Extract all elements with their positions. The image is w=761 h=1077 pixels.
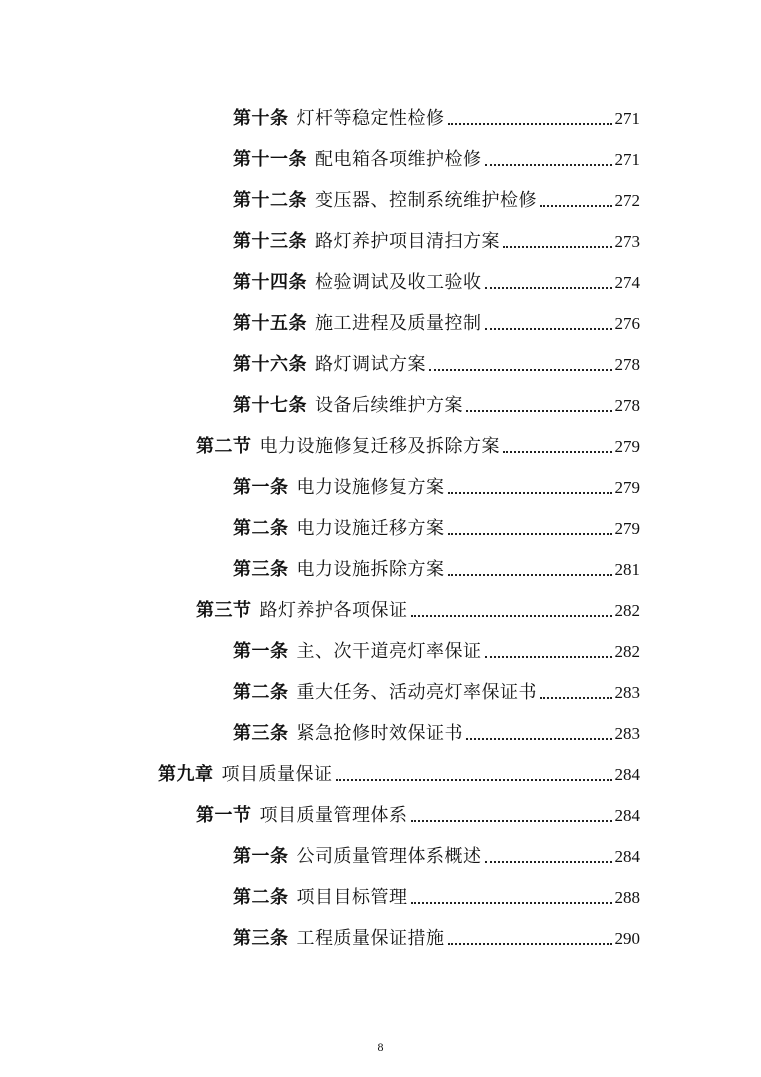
toc-entry-number: 第十六条 <box>233 354 307 375</box>
dot-leader <box>466 410 612 412</box>
toc-entry-page: 278 <box>614 355 640 374</box>
toc-entry-number: 第一节 <box>196 805 252 826</box>
toc-entry-number: 第三条 <box>233 559 289 580</box>
toc-entry-title: 公司质量管理体系概述 <box>296 846 482 867</box>
toc-entry-number: 第十七条 <box>233 395 307 416</box>
dot-leader <box>448 123 612 125</box>
toc-entry[interactable] <box>233 500 640 540</box>
toc-entry-number: 第三节 <box>196 600 252 621</box>
toc-entry-page: 284 <box>614 806 640 825</box>
toc-entry-page: 271 <box>614 150 640 169</box>
dot-leader <box>540 205 612 207</box>
toc-entry-title: 项目质量保证 <box>221 764 333 785</box>
dot-leader <box>485 861 612 863</box>
toc-entry-title: 设备后续维护方案 <box>315 395 463 416</box>
toc-entry-page: 288 <box>614 888 640 907</box>
toc-entry-page: 284 <box>614 765 640 784</box>
toc-entry[interactable] <box>158 746 640 786</box>
toc-entry[interactable] <box>196 787 640 827</box>
toc-entry[interactable] <box>233 623 640 663</box>
toc-entry-page: 276 <box>614 314 640 333</box>
toc-entry-number: 第三条 <box>233 723 289 744</box>
toc-entry-number: 第一条 <box>233 641 289 662</box>
toc-entry-title: 配电箱各项维护检修 <box>315 149 482 170</box>
dot-leader <box>411 615 612 617</box>
dot-leader <box>503 246 612 248</box>
toc-entry-page: 290 <box>614 929 640 948</box>
toc-entry-number: 第一条 <box>233 846 289 867</box>
toc-entry-title: 电力设施修复迁移及拆除方案 <box>259 436 500 457</box>
toc-entry-number: 第九章 <box>158 764 214 785</box>
toc-entry-page: 282 <box>614 642 640 661</box>
toc-entry[interactable] <box>233 336 640 376</box>
toc-entry-number: 第十五条 <box>233 313 307 334</box>
dot-leader <box>448 574 612 576</box>
toc-entry-page: 284 <box>614 847 640 866</box>
dot-leader <box>540 697 612 699</box>
toc-entry[interactable] <box>233 459 640 499</box>
toc-entry[interactable] <box>196 418 640 458</box>
toc-entry-number: 第十条 <box>233 108 289 129</box>
toc-entry-title: 重大任务、活动亮灯率保证书 <box>296 682 537 703</box>
dot-leader <box>485 164 612 166</box>
toc-entry-page: 279 <box>614 519 640 538</box>
toc-entry-title: 检验调试及收工验收 <box>315 272 482 293</box>
page-number: 8 <box>377 1040 384 1054</box>
dot-leader <box>448 943 612 945</box>
toc-entry-number: 第二条 <box>233 518 289 539</box>
toc-entry-page: 281 <box>614 560 640 579</box>
toc-entry[interactable] <box>233 910 640 950</box>
toc-entry-title: 路灯调试方案 <box>315 354 426 375</box>
toc-entry-title: 变压器、控制系统维护检修 <box>315 190 537 211</box>
toc-entry[interactable] <box>233 295 640 335</box>
dot-leader <box>411 902 612 904</box>
dot-leader <box>485 656 612 658</box>
toc-entry-page: 279 <box>614 478 640 497</box>
toc-entry-page: 278 <box>614 396 640 415</box>
toc-entry-title: 电力设施拆除方案 <box>296 559 445 580</box>
dot-leader <box>448 492 612 494</box>
toc-entry-title: 电力设施修复方案 <box>296 477 445 498</box>
toc-entry-page: 283 <box>614 724 640 743</box>
toc-entry[interactable] <box>233 828 640 868</box>
toc-entry-title: 路灯养护各项保证 <box>259 600 408 621</box>
toc-entry-number: 第十二条 <box>233 190 307 211</box>
toc-entry[interactable] <box>196 582 640 622</box>
toc-entry-page: 273 <box>614 232 640 251</box>
toc-entry[interactable] <box>233 705 640 745</box>
dot-leader <box>503 451 612 453</box>
toc-entry-title: 路灯养护项目清扫方案 <box>315 231 500 252</box>
toc-entry-number: 第十一条 <box>233 149 307 170</box>
toc-entry-page: 272 <box>614 191 640 210</box>
toc-entry-page: 279 <box>614 437 640 456</box>
toc-entry-title: 电力设施迁移方案 <box>296 518 445 539</box>
toc-entry-number: 第二节 <box>196 436 252 457</box>
toc-entry-page: 271 <box>614 109 640 128</box>
dot-leader <box>485 287 612 289</box>
toc-entry-title: 项目质量管理体系 <box>259 805 408 826</box>
dot-leader <box>466 738 612 740</box>
toc-entry[interactable] <box>233 213 640 253</box>
toc-entry-page: 283 <box>614 683 640 702</box>
toc-entry-number: 第十三条 <box>233 231 307 252</box>
dot-leader <box>336 779 612 781</box>
toc-entry[interactable] <box>233 172 640 212</box>
toc-entry-number: 第十四条 <box>233 272 307 293</box>
toc-entry-title: 主、次干道亮灯率保证 <box>296 641 482 662</box>
toc-entry-number: 第二条 <box>233 682 289 703</box>
dot-leader <box>448 533 612 535</box>
toc-entry[interactable] <box>233 541 640 581</box>
toc-entry-title: 灯杆等稳定性检修 <box>296 108 445 129</box>
toc-entry-title: 工程质量保证措施 <box>296 928 445 949</box>
toc-entry[interactable] <box>233 869 640 909</box>
dot-leader <box>485 328 612 330</box>
toc-entry-number: 第三条 <box>233 928 289 949</box>
toc-entry-number: 第二条 <box>233 887 289 908</box>
toc-entry[interactable] <box>233 131 640 171</box>
toc-entry[interactable] <box>233 254 640 294</box>
toc-entry-title: 施工进程及质量控制 <box>315 313 482 334</box>
toc-entry[interactable] <box>233 664 640 704</box>
toc-entry-title: 项目目标管理 <box>296 887 408 908</box>
toc-entry-page: 282 <box>614 601 640 620</box>
toc-entry-number: 第一条 <box>233 477 289 498</box>
dot-leader <box>429 369 612 371</box>
dot-leader <box>411 820 612 822</box>
toc-entry-title: 紧急抢修时效保证书 <box>296 723 463 744</box>
toc-entry[interactable] <box>233 377 640 417</box>
toc-entry-page: 274 <box>614 273 640 292</box>
toc-entry[interactable] <box>233 90 640 130</box>
